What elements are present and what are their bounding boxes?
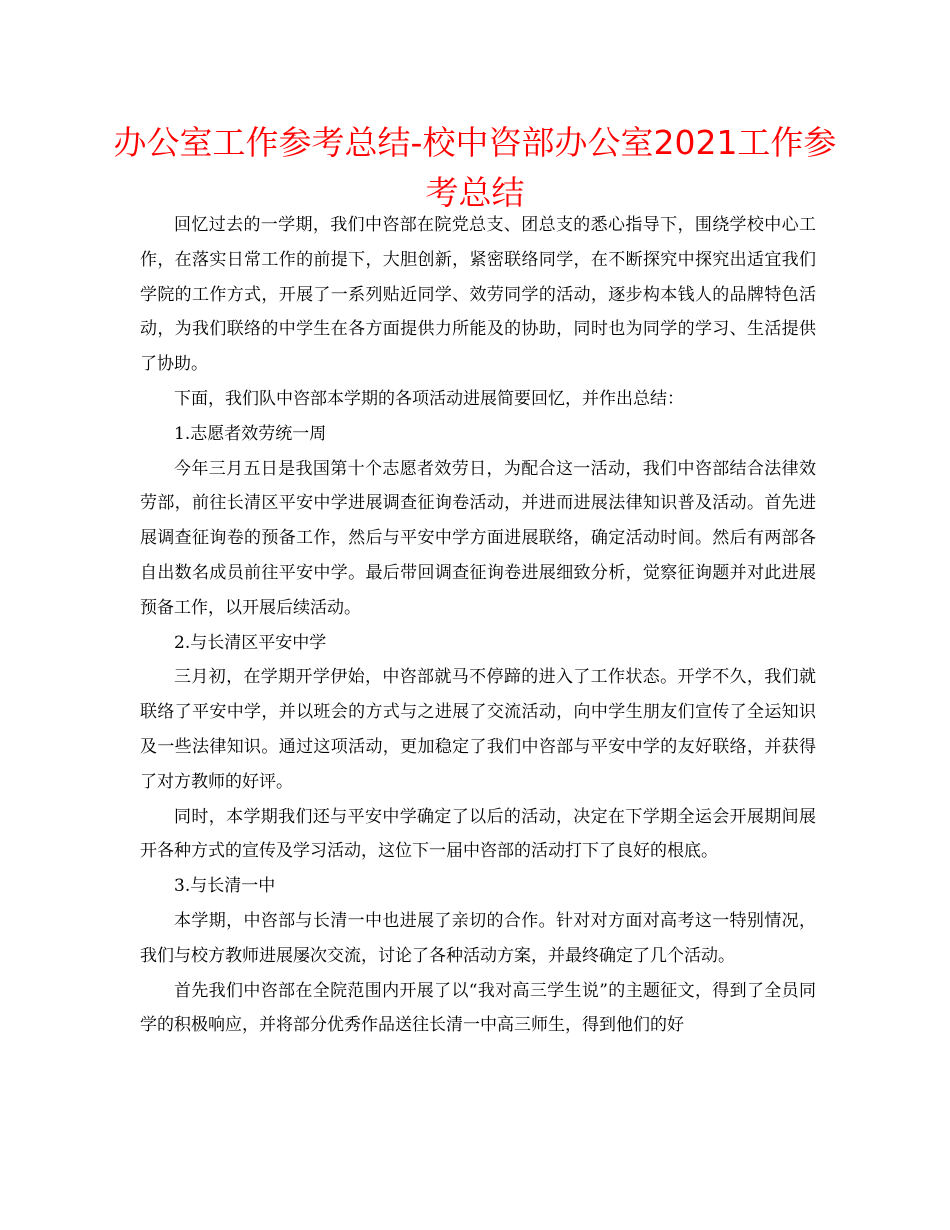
- document-body: [140, 208, 816, 1043]
- document-title: 办公室工作参考总结-校中咨部办公室2021工作参考总结: [113, 123, 837, 212]
- paragraph: 三月初，在学期开学伊始，中咨部就马不停蹄的进入了工作状态。开学不久，我们就联络了平安中学，并以班会的方式与之进展了交流活动，向中学生朋友们宣传了全运知识及一些法律知识。通过这项活动，更加稳定了我们中咨部与平安中学的友好联络，并获得了对方教师的好评。: [140, 667, 816, 792]
- paragraph: 本学期，中咨部与长清一中也进展了亲切的合作。针对对方面对高考这一特别情况，我们与校方教师进展屡次交流，讨论了各种活动方案，并最终确定了几个活动。: [140, 910, 816, 966]
- section-heading: 3.与长清一中: [174, 876, 276, 897]
- paragraph: 首先我们中咨部在全院范围内开展了以“我对高三学生说”的主题征文，得到了全员同学的积极响应，并将部分优秀作品送往长清一中高三师生，得到他们的好: [140, 980, 816, 1036]
- paragraph: 同时，本学期我们还与平安中学确定了以后的活动，决定在下学期全运会开展期间展开各种方式的宣传及学习活动，这位下一届中咨部的活动打下了良好的根底。: [140, 806, 816, 862]
- section-heading: 2.与长清区平安中学: [174, 632, 327, 653]
- paragraph: 今年三月五日是我国第十个志愿者效劳日，为配合这一活动，我们中咨部结合法律效劳部，前往长清区平安中学进展调查征询卷活动，并进而进展法律知识普及活动。首先进展调查征询卷的预备工作，然后与平安中学方面进展联络，确定活动时间。然后有两部各自出数名成员前往平安中学。最后带回调查征询卷进展细致分析，觉察征询题并对此进展预备工作，以开展后续活动。: [140, 458, 816, 618]
- section-heading: 1.志愿者效劳统一周: [174, 423, 327, 444]
- paragraph: 回忆过去的一学期，我们中咨部在院党总支、团总支的悉心指导下，围绕学校中心工作，在落实日常工作的前提下，大胆创新，紧密联络同学，在不断探究中探究出适宜我们学院的工作方式，开展了一系列贴近同学、效劳同学的活动，逐步构本钱人的品牌特色活动，为我们联络的中学生在各方面提供力所能及的协助，同时也为同学的学习、生活提供了协助。: [140, 215, 816, 375]
- paragraph: 下面，我们队中咨部本学期的各项活动进展简要回忆，并作出总结：: [174, 388, 684, 409]
